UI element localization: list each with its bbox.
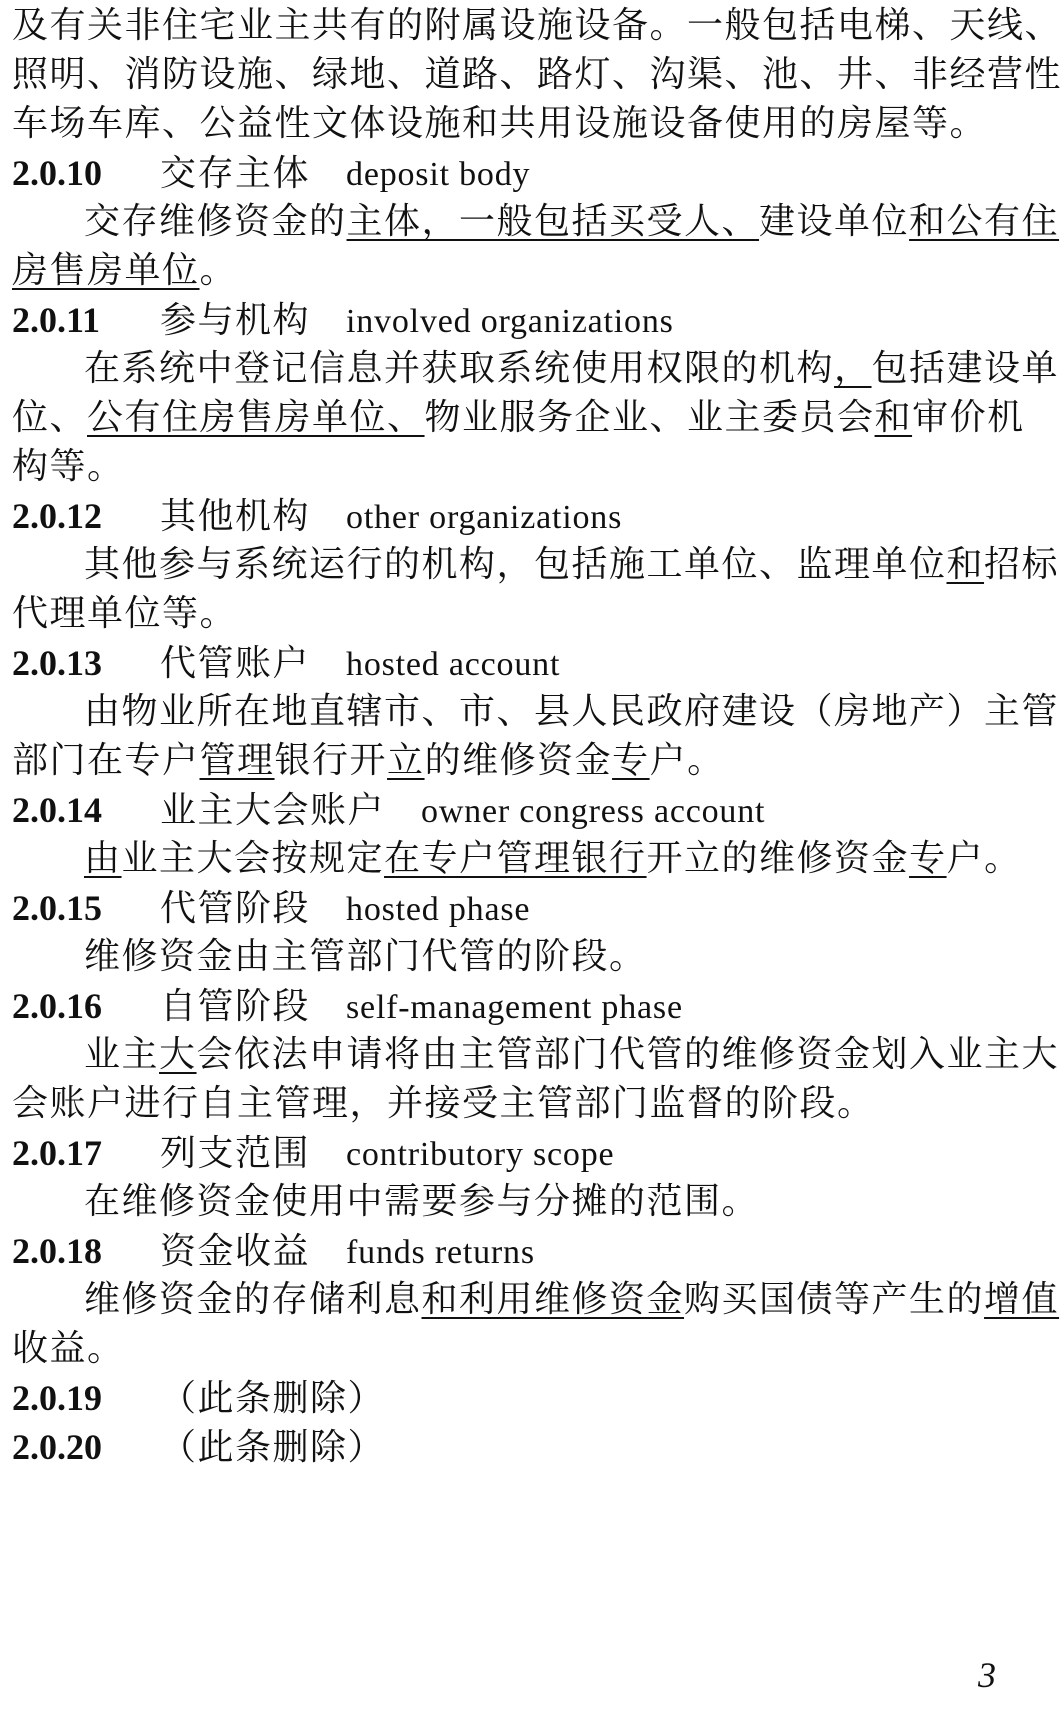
term-description [12, 735, 1032, 787]
term-number: 2.0.18 [12, 1231, 102, 1271]
text-segment: 业主大会按规定 [121, 838, 385, 879]
term-english-name: other organizations [346, 499, 623, 536]
underlined-text: 专 [612, 740, 650, 781]
term-number: 2.0.15 [12, 888, 102, 928]
term-chinese-name: 参与机构 [160, 300, 311, 341]
underlined-text: 大 [159, 1034, 197, 1075]
term-chinese-name: 代管账户 [160, 643, 311, 684]
deleted-note: （此条删除） [160, 1427, 386, 1468]
underlined-text: ， [834, 348, 872, 389]
text-segment: 维修资金由主管部门代管的阶段。 [84, 936, 647, 977]
text-segment: 开立的维修资金 [646, 838, 910, 879]
underlined-text: 增值 [984, 1279, 1060, 1320]
term-description [84, 539, 1060, 591]
text-segment: 维修资金的存储利息 [84, 1279, 422, 1320]
text-segment: 构等。 [12, 446, 125, 487]
underlined-text: 主体，一般包括买受人、 [346, 201, 760, 242]
text-segment: 由物业所在地直辖市、市、县人民政府建设（房地产）主管 [84, 691, 1060, 732]
term-number: 2.0.14 [12, 790, 102, 830]
term-heading [12, 294, 1032, 348]
term-heading [12, 637, 1032, 691]
text-segment: 代理单位等。 [12, 593, 238, 634]
text-segment: 收益。 [12, 1328, 125, 1369]
text-segment: 位、 [12, 397, 88, 438]
term-description [84, 686, 1060, 738]
term-chinese-name: 其他机构 [160, 496, 311, 537]
text-segment: 会依法申请将由主管部门代管的维修资金划入业主大 [196, 1034, 1060, 1075]
term-description [84, 1029, 1060, 1081]
term-heading [12, 882, 1032, 936]
text-segment: 会账户进行自主管理，并接受主管部门监督的阶段。 [12, 1083, 875, 1124]
term-heading [12, 980, 1032, 1034]
term-heading [12, 784, 1032, 838]
term-number: 2.0.10 [12, 153, 102, 193]
term-number: 2.0.19 [12, 1378, 102, 1418]
term-number: 2.0.16 [12, 986, 102, 1026]
text-segment: 交存维修资金的 [84, 201, 347, 242]
term-number: 2.0.13 [12, 643, 102, 683]
term-number: 2.0.20 [12, 1427, 102, 1467]
text-segment: 业主 [84, 1034, 160, 1075]
term-english-name: contributory scope [346, 1136, 615, 1173]
term-chinese-name: 交存主体 [160, 153, 311, 194]
term-heading [12, 147, 1032, 201]
text-segment: 户。 [649, 740, 725, 781]
underlined-text: 和公有住 [909, 201, 1060, 242]
underlined-text: 房售房单位 [12, 250, 200, 291]
text-segment: 银行开 [274, 740, 388, 781]
term-heading [12, 1225, 1032, 1279]
term-description [84, 1176, 1032, 1228]
text-segment: 其他参与系统运行的机构，包括施工单位、监理单位 [84, 544, 947, 585]
term-number: 2.0.12 [12, 496, 102, 536]
term-english-name: involved organizations [346, 303, 674, 340]
text-segment: 部门在专户 [12, 740, 200, 781]
term-english-name: hosted account [346, 646, 561, 683]
term-description [84, 931, 1032, 983]
term-english-name: owner congress account [421, 793, 766, 830]
text-segment: 建设单位 [759, 201, 910, 242]
text-segment: 物业服务企业、业主委员会 [424, 397, 875, 438]
intro-line: 照明、消防设施、绿地、道路、路灯、沟渠、池、井、非经营性 [12, 54, 1062, 95]
text-segment: 审价机 [912, 397, 1025, 438]
underlined-text: 和 [874, 397, 913, 438]
deleted-term [12, 1372, 1032, 1425]
term-description [84, 343, 1060, 395]
underlined-text: 由 [84, 838, 122, 879]
term-description [12, 392, 1032, 444]
deleted-note: （此条删除） [160, 1378, 386, 1419]
page-number: 3 [978, 1655, 996, 1695]
term-english-name: hosted phase [346, 891, 531, 928]
underlined-text: 专 [909, 838, 947, 879]
underlined-text: 和利用维修资金 [421, 1279, 685, 1320]
underlined-text: 立 [387, 740, 425, 781]
term-number: 2.0.11 [12, 300, 101, 340]
term-description [84, 833, 1032, 885]
deleted-term [12, 1421, 1032, 1474]
term-chinese-name: 资金收益 [160, 1231, 311, 1272]
term-description [84, 1274, 1060, 1326]
intro-line: 车场车库、公益性文体设施和共用设施设备使用的房屋等。 [12, 103, 988, 144]
term-description [12, 1323, 1032, 1375]
underlined-text: 和 [946, 544, 985, 585]
term-chinese-name: 自管阶段 [160, 986, 311, 1027]
term-chinese-name: 业主大会账户 [160, 790, 386, 831]
term-heading [12, 490, 1032, 544]
term-description [12, 245, 1032, 297]
term-english-name: deposit body [346, 156, 531, 193]
text-segment: 户。 [946, 838, 1022, 879]
text-segment: 包括建设单 [871, 348, 1060, 389]
text-segment: 招标 [984, 544, 1060, 585]
intro-line: 及有关非住宅业主共有的附属设施设备。一般包括电梯、天线、 [12, 5, 1062, 46]
text-segment: 在系统中登记信息并获取系统使用权限的机构 [84, 348, 835, 389]
text-segment: 的维修资金 [424, 740, 613, 781]
text-segment: 购买国债等产生的 [684, 1279, 985, 1320]
term-description [12, 1078, 1032, 1130]
term-description [12, 441, 1032, 493]
term-chinese-name: 代管阶段 [160, 888, 311, 929]
term-english-name: self-management phase [346, 989, 683, 1026]
underlined-text: 在专户管理银行 [384, 838, 647, 879]
term-heading [12, 1127, 1032, 1181]
term-description [84, 196, 1060, 248]
text-segment: 在维修资金使用中需要参与分摊的范围。 [84, 1181, 760, 1222]
underlined-text: 公有住房售房单位、 [87, 397, 425, 438]
text-segment: 。 [199, 250, 238, 291]
term-number: 2.0.17 [12, 1133, 102, 1173]
term-chinese-name: 列支范围 [160, 1133, 311, 1174]
underlined-text: 管理 [199, 740, 275, 781]
term-english-name: funds returns [346, 1234, 535, 1271]
term-description [12, 588, 1032, 640]
